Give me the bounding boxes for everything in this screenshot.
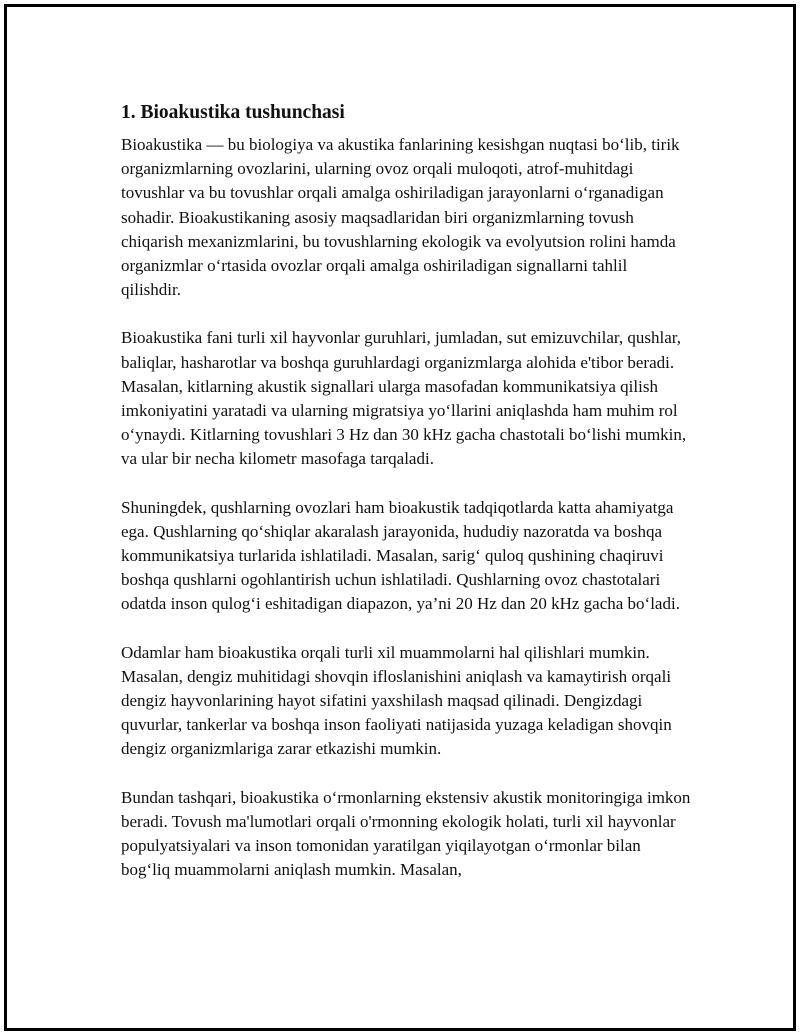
paragraph-4: Odamlar ham bioakustika orqali turli xil muammolarni hal qilishlari mumkin. Masalan, dengiz muhitidagi shovqin ifloslanishini aniqlash va kamaytirish orqali dengiz hayvonlarining hayot sifatini yaxshilash maqsad qilinadi. Dengizdagi quvurlar, tankerlar va boshqa inson faoliyati natijasida yuzaga keladigan shovqin dengiz organizmlariga zarar etkazishi mumkin. xyxy=(121,642,672,759)
paragraph-1: Bioakustika — bu biologiya va akustika fanlarining kesishgan nuqtasi bo‘lib, tirik organizmlarning ovozlarini, ularning ovoz orqali muloqoti, atrof-muhitdagi tovushlar va bu tovushlar orqali amalga oshiriladigan jarayonlarni o‘rganadigan sohadir. Bioakustikaning asosiy maqsadlaridan biri organizmlarning tovush chiqarish mexanizmlarini, bu tovushlarning ekologik va evolyutsion rolini hamda organizmlar o‘rtasida ovozlar orqali amalga oshiriladigan signallarni tahlil qilishdir. xyxy=(121,135,680,300)
paragraph-3: Shuningdek, qushlarning ovozlari ham bioakustik tadqiqotlarda katta ahamiyatga ega. Qushlarning qo‘shiqlar akaralash jarayonida, hududiy nazoratda va boshqa kommunikatsiya turlarida ishlatiladi. Masalan, sarig‘ quloq qushining chaqiruvi boshqa qushlarni ogohlantirish uchun ishlatiladi. Qushlarning ovoz chastotalari odatda inson qulog‘i eshitadigan diapazon, ya’ni 20 Hz dan 20 kHz gacha bo‘ladi. xyxy=(121,497,680,614)
paragraph-2: Bioakustika fani turli xil hayvonlar guruhlari, jumladan, sut emizuvchilar, qushlar, baliqlar, hasharotlar va boshqa guruhlardagi organizmlarga alohida e'tibor beradi. Masalan, kitlarning akustik signallari ularga masofadan kommunikatsiya qilish imkoniyatini yaratadi va ularning migratsiya yo‘llarini aniqlashda ham muhim rol o‘ynaydi. Kitlarning tovushlari 3 Hz dan 30 kHz gacha chastotali bo‘lishi mumkin, va ular bir necha kilometr masofaga tarqaladi. xyxy=(121,328,687,469)
paragraph-5: Bundan tashqari, bioakustika o‘rmonlarning ekstensiv akustik monitoringiga imkon beradi. Tovush ma'lumotlari orqali o'rmonning ekologik holati, turli xil hayvonlar populyatsiyalari va inson tomonidan yaratilgan yiqilayotgan o‘rmonlar bilan bog‘liq muammolarni aniqlash mumkin. Masalan, xyxy=(121,787,691,880)
page-frame xyxy=(4,4,796,1031)
document-body xyxy=(121,99,691,882)
section-heading: 1. Bioakustika tushunchasi xyxy=(121,102,345,123)
